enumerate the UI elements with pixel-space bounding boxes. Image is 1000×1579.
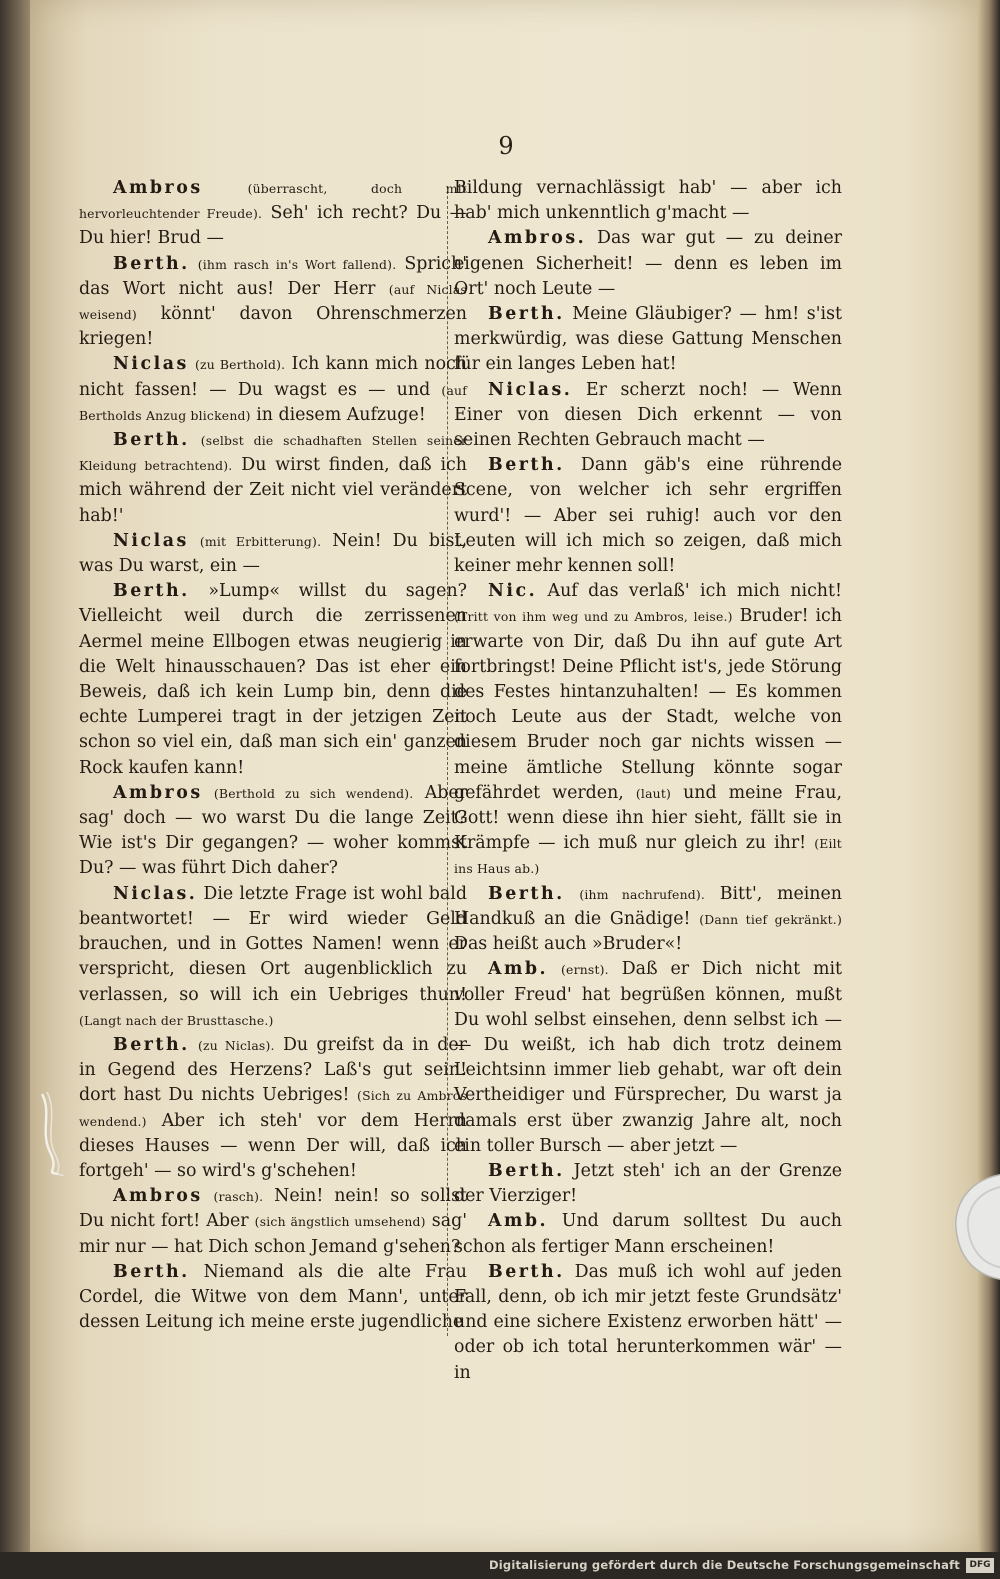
dialogue-text: Auf das verlaß' ich mich nicht! — [537, 581, 842, 602]
dialogue-text: Nein! nein! so sollst Du nicht fort! Aber — [79, 1186, 467, 1232]
speaker-name: Berth. — [488, 304, 565, 325]
speech-paragraph — [454, 882, 842, 958]
left-text-column — [79, 176, 467, 1335]
page-edge-right — [978, 0, 1000, 1552]
stage-direction: (Eilt ins Haus ab.) — [454, 836, 842, 877]
speaker-name: Berth. — [488, 883, 565, 904]
stage-direction: (Dann tief gekränkt.) — [699, 911, 842, 927]
speech-paragraph — [454, 453, 842, 579]
speech-paragraph — [79, 1184, 467, 1260]
footer-credit: Digitalisierung gefördert durch die Deutsche Forschungsgemeinschaft — [489, 1558, 960, 1572]
speaker-name: Berth. — [488, 1261, 565, 1282]
speaker-name: Berth. — [113, 253, 190, 274]
speaker-name: Ambros — [113, 1186, 203, 1207]
stage-direction: (Sich zu Ambros wendend.) — [79, 1088, 467, 1129]
stage-direction: (rasch). — [213, 1189, 264, 1205]
speech-paragraph — [79, 1260, 467, 1336]
speech-paragraph — [79, 176, 467, 252]
speaker-name: Amb. — [488, 1211, 549, 1232]
speech-paragraph — [79, 529, 467, 579]
dialogue-text: Aber ich steh' vor dem Herrn dieses Hauses — wenn Der will, daß ich fortgeh' — so wird's g'schehen! — [79, 1110, 467, 1181]
dialogue-text: Und darum solltest Du auch schon als fertiger Mann erscheinen! — [454, 1211, 842, 1257]
stage-direction: (mit Erbitterung). — [199, 533, 322, 549]
dialogue-text: Ich kann mich noch nicht fassen! — Du wagst es — und — [79, 354, 467, 400]
stage-direction: (selbst die schadhaften Stellen seiner Kleidung betrachtend). — [79, 433, 467, 474]
dialogue-text: Er scherzt noch! — Wenn Einer von diesen Dich erkennt — von seinen Rechten Gebrauch macht — — [454, 379, 842, 451]
speaker-name: Ambros — [113, 178, 203, 198]
stage-direction: (Berthold zu sich wendend). — [213, 785, 414, 801]
speaker-name: Niclas — [113, 354, 189, 375]
speaker-name: Berth. — [113, 430, 190, 451]
right-text-column — [454, 176, 842, 1386]
speech-paragraph — [79, 579, 467, 781]
stage-direction: (ihm rasch in's Wort fallend). — [197, 256, 397, 272]
speech-paragraph — [79, 352, 467, 428]
stage-direction: (ernst). — [561, 962, 609, 978]
speech-paragraph — [454, 1209, 842, 1259]
speech-paragraph — [79, 1033, 467, 1184]
speech-paragraph — [79, 882, 467, 1033]
dialogue-text: Das muß ich wohl auf jeden Fall, denn, ob ich mir jetzt feste Grundsätz' und eine sichere Existenz erworben hätt' — oder ob ich total herunterkommen wär' — in — [454, 1261, 842, 1383]
dialogue-text: Sprich' das Wort nicht aus! Der Herr — [79, 253, 468, 299]
speech-paragraph — [79, 252, 467, 353]
dialogue-text: Die letzte Frage ist wohl bald beantwortet! — Er wird wieder Geld brauchen, und in Gottes Namen! wenn er verspricht, diesen Ort augenblicklich zu verlassen, so will ich ein Uebriges thun! — [79, 883, 467, 1005]
dialogue-text: könnt' davon Ohrenschmerzen kriegen! — [79, 304, 467, 350]
dialogue-text: Du greifst da in der in Gegend des Herzens? Laß's gut sein! dort hast Du nichts Uebriges! — [79, 1034, 467, 1106]
page-number: 9 — [498, 132, 514, 160]
dialogue-text: Aber sag' doch — wo warst Du die lange Zeit? Wie ist's Dir gegangen? — woher kommst Du? — was führt Dich daher? — [79, 782, 467, 879]
stage-direction: (auf Bertholds Anzug blickend) — [79, 382, 467, 423]
speaker-name: Berth. — [488, 455, 565, 476]
dialogue-text: Du wirst finden, daß ich mich während der Zeit nicht viel verändert hab!' — [79, 455, 467, 526]
stage-direction: (zu Niclas). — [197, 1037, 275, 1053]
speaker-name: Niclas. — [113, 883, 198, 904]
dialogue-text: Dann gäb's eine rührende Scene, von welcher ich sehr ergriffen wurd'! — Aber sei ruhig! auch vor den Leuten will ich mich so zeigen, daß mich keiner mehr kennen soll! — [454, 455, 842, 577]
speaker-name: Ambros. — [488, 228, 587, 249]
dialogue-text: Bitt', meinen Handkuß an die Gnädige! — [454, 883, 842, 929]
stage-direction: (sich ängstlich umsehend) — [254, 1214, 426, 1230]
stage-direction: (überrascht, doch mit hervorleuchtender Freude). — [79, 181, 467, 222]
speaker-name: Berth. — [488, 1160, 565, 1181]
speaker-name: Berth. — [113, 581, 190, 602]
dialogue-text: Das heißt auch »Bruder«! — [454, 934, 683, 955]
dialogue-text: »Lump« willst du sagen? Vielleicht weil durch die zerrissenen Aermel meine Ellbogen etwas neugierig in die Welt hinausschauen? Das ist eher ein Beweis, daß ich kein Lump bin, denn die echte Lumperei tragt in der jetzigen Zeit schon so viel ein, daß man sich ein' ganzen Rock kaufen kann! — [79, 581, 467, 778]
dialogue-text: Niemand als die alte Frau Cordel, die Witwe von dem Mann', unter dessen Leitung ich meine erste jugendliche — [79, 1261, 467, 1333]
stage-direction: (laut) — [635, 785, 672, 801]
speaker-name: Niclas. — [488, 379, 573, 400]
dialogue-text: und meine Frau, Gott! wenn diese ihn hier sieht, fällt sie in Krämpfe — ich muß nur gleich zu ihr! — [454, 782, 843, 854]
speech-paragraph — [454, 302, 842, 378]
dialogue-text: Das war gut — zu deiner eigenen Sicherheit! — denn es leben im Ort' noch Leute — — [454, 228, 842, 299]
speech-paragraph — [454, 579, 842, 881]
speaker-name: Berth. — [113, 1261, 190, 1282]
footer-bar — [0, 1552, 1000, 1579]
speech-paragraph — [454, 378, 842, 454]
speech-paragraph — [454, 1159, 842, 1209]
dialogue-text: Bildung vernachlässigt hab' — aber ich hab' mich unkenntlich g'macht — — [454, 178, 842, 224]
stage-direction: (ihm nachrufend). — [579, 886, 706, 902]
speaker-name: Amb. — [488, 959, 549, 980]
dfg-logo: DFG — [966, 1558, 994, 1573]
speech-paragraph — [454, 226, 842, 302]
speech-paragraph — [79, 428, 467, 529]
speaker-name: Nic. — [488, 581, 538, 602]
dialogue-text: sag' mir nur — hat Dich schon Jemand g'sehen? — [79, 1211, 467, 1257]
dialogue-text: Jetzt steh' ich an der Grenze der Vierziger! — [454, 1160, 842, 1207]
speech-paragraph — [79, 781, 467, 882]
dialogue-text: Seh' ich recht? Du — Du hier! Brud — — [79, 203, 467, 249]
speech-paragraph — [454, 176, 842, 226]
speech-paragraph — [454, 1260, 842, 1386]
page-clip-icon — [946, 1168, 1000, 1286]
dialogue-text: Meine Gläubiger? — hm! s'ist merkwürdig, was diese Gattung Menschen für ein langes Leben hat! — [454, 304, 842, 375]
speaker-name: Ambros — [113, 782, 203, 803]
dialogue-text: Nein! Du bist, was Du warst, ein — — [79, 530, 468, 577]
dialogue-text: in diesem Aufzuge! — [250, 404, 426, 425]
stage-direction: (Tritt von ihm weg und zu Ambros, leise.) — [454, 609, 733, 625]
speaker-name: Berth. — [113, 1034, 190, 1055]
stage-direction: (zu Berthold). — [195, 357, 286, 373]
binding-thread-icon — [38, 1092, 68, 1176]
dialogue-text: Daß er Dich nicht mit voller Freud' hat begrüßen können, mußt Du wohl selbst einsehen, denn selbst ich — — Du weißt, ich hab dich trotz deinem Leichtsinn immer lieb gehabt, war oft dein Vertheidiger und Fürsprecher, Du warst ja damals erst über zwanzig Jahre alt, noch ein toller Bursch — aber jetzt — — [454, 959, 842, 1156]
speaker-name: Niclas — [113, 530, 189, 551]
dialogue-text: Bruder! ich erwarte von Dir, daß Du ihn auf gute Art fortbringst! Deine Pflicht ist's, jede Störung des Festes hintanzuhalten! — Es kommen noch Leute aus der Stadt, welche von diesem Bruder noch gar nichts wissen — meine ämtliche Stellung könnte sogar gefährdet werden, — [454, 606, 842, 803]
speech-paragraph — [454, 957, 842, 1159]
stage-direction: (auf Niclas weisend) — [79, 281, 467, 323]
stage-direction: (Langt nach der Brusttasche.) — [79, 1012, 274, 1028]
